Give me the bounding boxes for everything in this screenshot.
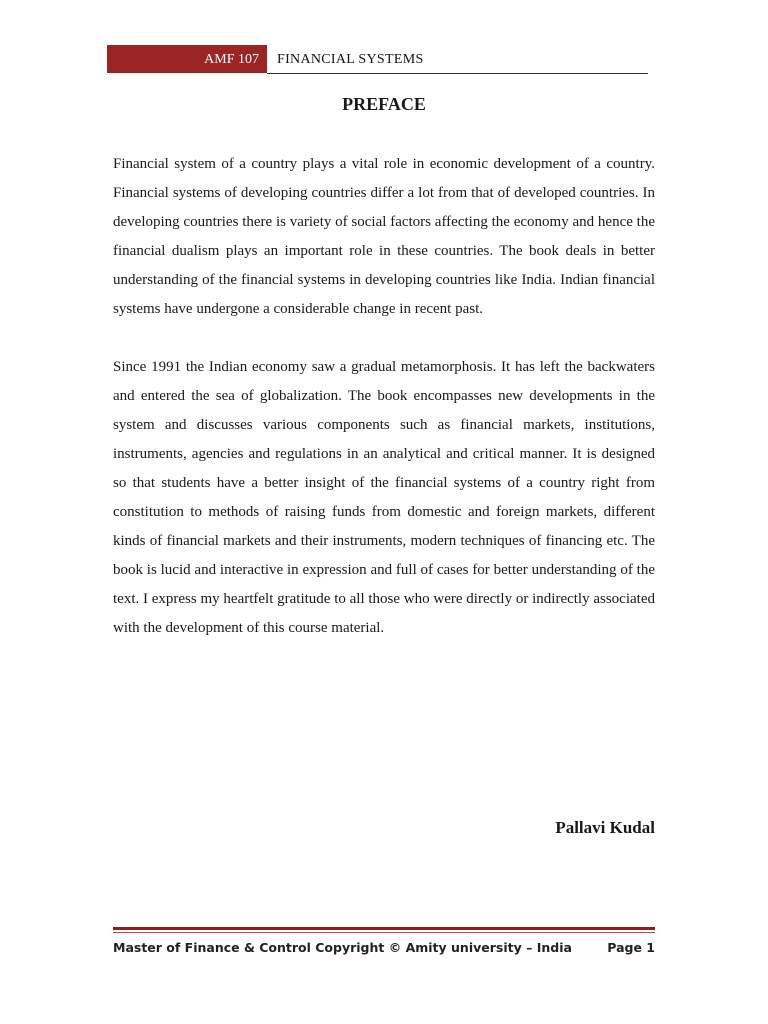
page-header [107,45,648,75]
paragraph-2: Since 1991 the Indian economy saw a gradual metamorphosis. It has left the backwaters and entered the sea of globalization. The book encompasses new developments in the system and discusses various components such as financial markets, institutions, instruments, agencies and regulations in an analytical and critical manner. It is designed so that students have a better insight of the financial systems of a country right from constitution to methods of raising funds from domestic and foreign markets, different kinds of financial markets and their instruments, modern techniques of financing etc. The book is lucid and interactive in expression and full of cases for better understanding of the text. I express my heartfelt gratitude to all those who were directly or indirectly associated with the development of this course material. [113,359,655,636]
preface-body [113,150,655,672]
footer-copyright: Master of Finance & Control Copyright © Amity university – India [113,940,572,955]
course-code-badge: AMF 107 [107,45,267,73]
paragraph-1: Financial system of a country plays a vital role in economic development of a country. Financial systems of developing countries differ a lot from that of developed countries. In developing countries there is variety of social factors affecting the economy and hence the financial dualism plays an important role in these countries. The book deals in better understanding of the financial systems in developing countries like India. Indian financial systems have undergone a considerable change in recent past. [113,156,655,317]
page-number: Page 1 [607,940,655,955]
header-rule [267,73,648,74]
footer-rule-thin [113,932,655,933]
footer-rule [113,927,655,930]
author-signature: Pallavi Kudal [555,818,655,837]
page-title: PREFACE [342,94,426,114]
course-title: FINANCIAL SYSTEMS [277,52,424,67]
